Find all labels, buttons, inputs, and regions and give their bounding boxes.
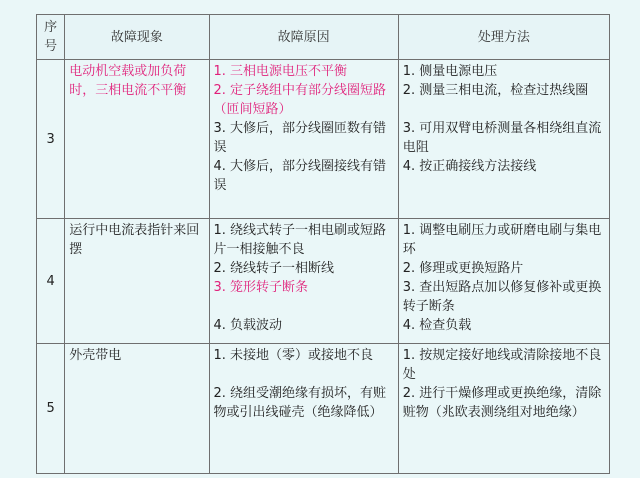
row-number: 4 xyxy=(37,219,65,344)
fix-item: 3. 查出短路点加以修复修补或更换转子断条 xyxy=(402,280,602,314)
fix-item: 4. 检查负载 xyxy=(402,318,472,333)
symptom-cell: 电动机空载或加负荷时，三相电流不平衡 xyxy=(65,60,209,219)
table-row xyxy=(37,344,610,474)
cause-item: 3. 笼形转子断条 xyxy=(213,280,309,295)
row-number: 3 xyxy=(37,60,65,219)
header-cause: 故障原因 xyxy=(209,15,398,60)
fix-item: 1. 调整电刷压力或研磨电刷与集电环 xyxy=(402,223,602,257)
cause-cell xyxy=(209,344,398,474)
fix-item: 1. 侧量电源电压 xyxy=(402,64,498,79)
cause-item: 1. 三相电源电压不平衡 xyxy=(213,64,348,79)
fix-cell xyxy=(398,344,609,474)
cause-item: 2. 绕组受潮绝缘有损坏，有赃物或引出线碰壳（绝缘降低） xyxy=(213,386,387,420)
header-seq: 序 号 xyxy=(37,15,65,60)
cause-item: 1. 未接地（零）或接地不良 xyxy=(213,348,374,363)
fix-cell xyxy=(398,219,609,344)
fault-table xyxy=(36,14,610,474)
fix-item: 2. 修理或更换短路片 xyxy=(402,261,524,276)
fix-item: 4. 按正确接线方法接线 xyxy=(402,159,537,174)
fix-item: 2. 进行干燥修理或更换绝缘，清除赃物（兆欧表测绕组对地绝缘） xyxy=(402,386,602,420)
fault-table-container xyxy=(36,14,610,474)
fix-item: 3. 可用双臂电桥测量各相绕组直流电阻 xyxy=(402,121,602,155)
cause-item: 4. 负载波动 xyxy=(213,318,283,333)
row-number: 5 xyxy=(37,344,65,474)
header-fix: 处理方法 xyxy=(398,15,609,60)
cause-cell xyxy=(209,60,398,219)
cause-item: 4. 大修后，部分线圈接线有错误 xyxy=(213,159,387,193)
cause-cell xyxy=(209,219,398,344)
fix-cell xyxy=(398,60,609,219)
cause-item: 3. 大修后，部分线圈匝数有错误 xyxy=(213,121,387,155)
fix-item: 2. 测量三相电流，检查过热线圈 xyxy=(402,83,589,98)
symptom-cell: 外壳带电 xyxy=(65,344,209,474)
symptom-cell: 运行中电流表指针来回摆 xyxy=(65,219,209,344)
cause-item: 2. 定子绕组中有部分线圈短路（匝间短路） xyxy=(213,83,387,117)
table-row xyxy=(37,219,610,344)
table-row xyxy=(37,60,610,219)
cause-item: 1. 绕线式转子一相电刷或短路片一相接触不良 xyxy=(213,223,387,257)
table-header-row xyxy=(37,15,610,60)
cause-item: 2. 绕线转子一相断线 xyxy=(213,261,335,276)
header-symptom: 故障现象 xyxy=(65,15,209,60)
fix-item: 1. 按规定接好地线或清除接地不良处 xyxy=(402,348,602,382)
